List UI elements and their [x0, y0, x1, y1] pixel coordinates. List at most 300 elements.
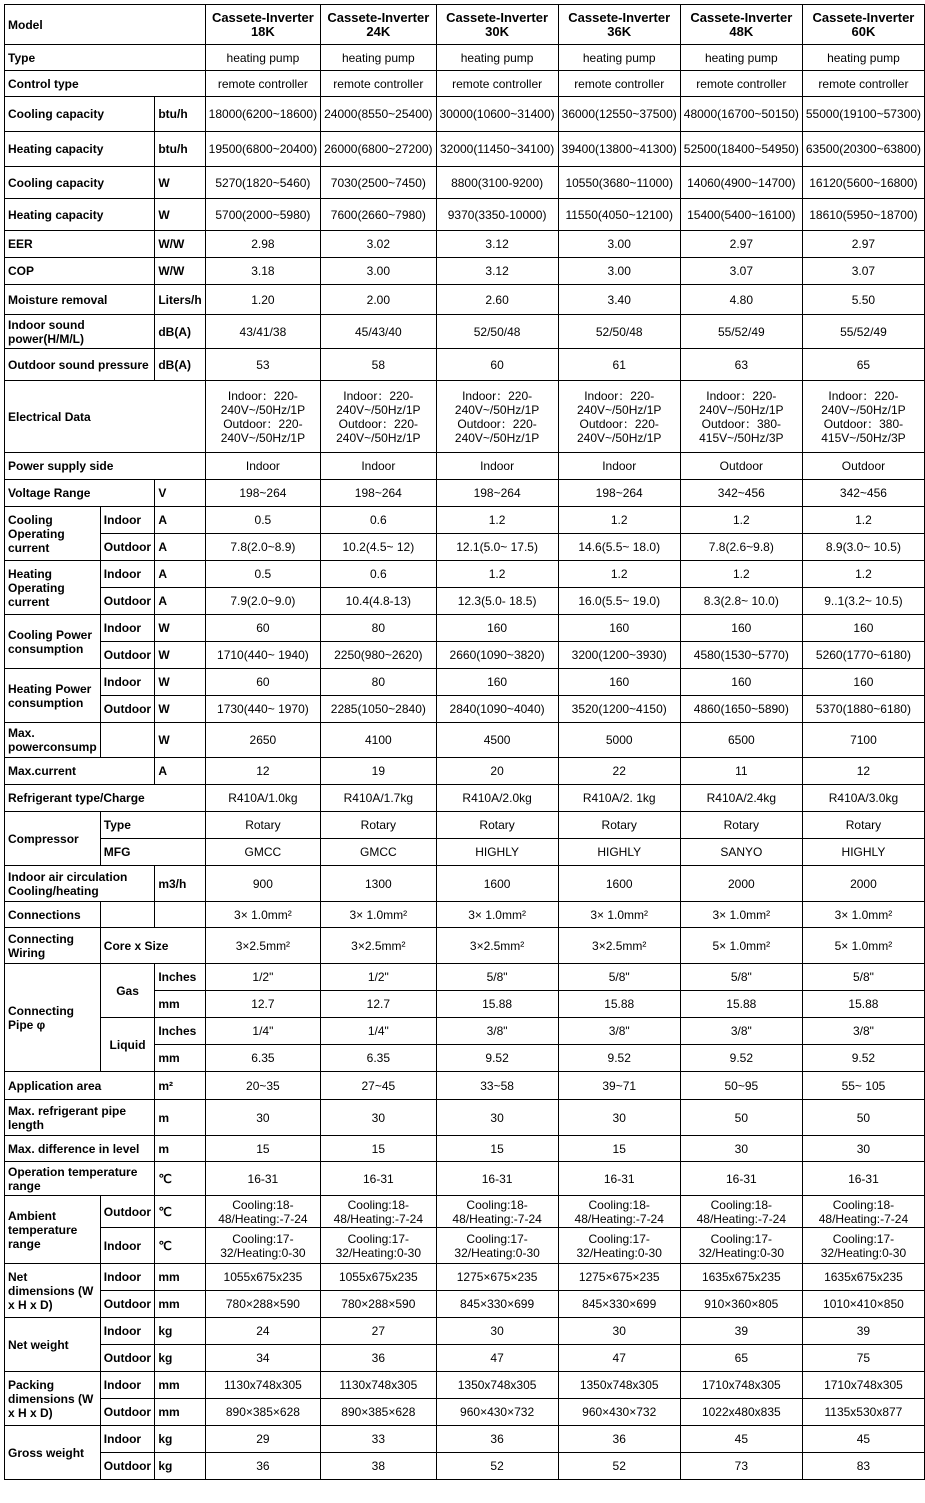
value-cell: 9.52: [558, 1045, 680, 1072]
value-cell: Cooling:18-48/Heating:-7-24: [205, 1196, 320, 1228]
value-cell: 1130x748x305: [205, 1372, 320, 1399]
value-cell: 1635x675x235: [680, 1264, 802, 1291]
value-cell: 12.7: [321, 991, 436, 1018]
row-label: Power supply side: [5, 453, 206, 480]
value-cell: 16-31: [436, 1162, 558, 1196]
value-cell: remote controller: [205, 71, 320, 97]
table-row: [5, 696, 925, 723]
table-row: [5, 902, 925, 928]
value-cell: 65: [680, 1345, 802, 1372]
value-cell: 14.6(5.5~ 18.0): [558, 534, 680, 561]
value-cell: 9.52: [436, 1045, 558, 1072]
value-cell: heating pump: [680, 45, 802, 71]
value-cell: 5000: [558, 723, 680, 758]
value-cell: 8800(3100-9200): [436, 167, 558, 199]
value-cell: 52500(18400~54950): [680, 132, 802, 167]
value-cell: 9.52: [802, 1045, 924, 1072]
row-label: Max.current: [5, 758, 155, 785]
value-cell: 61: [558, 349, 680, 381]
value-cell: Rotary: [680, 812, 802, 839]
value-cell: 9.52: [680, 1045, 802, 1072]
header-label: Model: [5, 5, 206, 45]
value-cell: 198~264: [321, 480, 436, 507]
value-cell: R410A/3.0kg: [802, 785, 924, 812]
value-cell: 6.35: [321, 1045, 436, 1072]
row-label: Connections: [5, 902, 101, 928]
value-cell: 1635x675x235: [802, 1264, 924, 1291]
value-cell: Indoor: [205, 453, 320, 480]
value-cell: 900: [205, 866, 320, 902]
unit-cell: m3/h: [155, 866, 205, 902]
value-cell: Indoor：220-240V~/50Hz/1P Outdoor：380-415V~/50Hz/3P: [802, 381, 924, 453]
value-cell: 29: [205, 1426, 320, 1453]
value-cell: 45: [802, 1426, 924, 1453]
value-cell: 160: [802, 669, 924, 696]
table-row: [5, 642, 925, 669]
table-row: [5, 453, 925, 480]
value-cell: 12.7: [205, 991, 320, 1018]
unit-cell: btu/h: [155, 97, 205, 132]
row-label: Heating Operating current: [5, 561, 101, 615]
unit-cell: W: [155, 615, 205, 642]
row-label: Connecting Wiring: [5, 928, 101, 964]
value-cell: 45/43/40: [321, 315, 436, 349]
value-cell: 960×430×732: [558, 1399, 680, 1426]
table-row: [5, 1162, 925, 1196]
unit-cell: A: [155, 561, 205, 588]
value-cell: 3.00: [321, 258, 436, 285]
row-label: Indoor: [100, 615, 155, 642]
value-cell: 1/4": [205, 1018, 320, 1045]
value-cell: 65: [802, 349, 924, 381]
unit-cell: ℃: [155, 1196, 205, 1228]
table-row: [5, 199, 925, 231]
value-cell: heating pump: [205, 45, 320, 71]
unit-cell: kg: [155, 1426, 205, 1453]
value-cell: Indoor：220-240V~/50Hz/1P Outdoor：220-240V~/50Hz/1P: [436, 381, 558, 453]
table-row: [5, 588, 925, 615]
row-label: Cooling capacity: [5, 97, 155, 132]
row-label: Type: [100, 812, 205, 839]
unit-cell: W/W: [155, 231, 205, 258]
table-row: [5, 812, 925, 839]
value-cell: 5/8": [558, 964, 680, 991]
value-cell: 890×385×628: [205, 1399, 320, 1426]
value-cell: 3/8": [802, 1018, 924, 1045]
row-label: Outdoor: [100, 1345, 155, 1372]
row-label: Operation temperature range: [5, 1162, 155, 1196]
value-cell: 12.3(5.0- 18.5): [436, 588, 558, 615]
value-cell: 14060(4900~14700): [680, 167, 802, 199]
value-cell: 7600(2660~7980): [321, 199, 436, 231]
value-cell: 1.2: [680, 561, 802, 588]
value-cell: 1/2": [205, 964, 320, 991]
value-cell: 16-31: [558, 1162, 680, 1196]
value-cell: 83: [802, 1453, 924, 1480]
value-cell: 50~95: [680, 1072, 802, 1100]
value-cell: Cooling:17-32/Heating:0-30: [680, 1228, 802, 1264]
value-cell: 36: [436, 1426, 558, 1453]
value-cell: 5/8": [680, 964, 802, 991]
value-cell: 3.00: [558, 258, 680, 285]
unit-cell: mm: [155, 1045, 205, 1072]
value-cell: 16-31: [680, 1162, 802, 1196]
unit-cell: dB(A): [155, 349, 205, 381]
table-row: [5, 866, 925, 902]
value-cell: Indoor：220-240V~/50Hz/1P Outdoor：380-415V~/50Hz/3P: [680, 381, 802, 453]
value-cell: 43/41/38: [205, 315, 320, 349]
value-cell: 7030(2500~7450): [321, 167, 436, 199]
unit-cell: m: [155, 1100, 205, 1136]
value-cell: 60: [436, 349, 558, 381]
table-row: [5, 928, 925, 964]
value-cell: 1.2: [436, 561, 558, 588]
value-cell: 0.6: [321, 561, 436, 588]
table-row: [5, 1196, 925, 1228]
value-cell: 5700(2000~5980): [205, 199, 320, 231]
value-cell: 16120(5600~16800): [802, 167, 924, 199]
value-cell: 52/50/48: [558, 315, 680, 349]
value-cell: 3/8": [436, 1018, 558, 1045]
row-label: Indoor sound power(H/M/L): [5, 315, 155, 349]
value-cell: 3× 1.0mm²: [436, 902, 558, 928]
value-cell: 3.02: [321, 231, 436, 258]
value-cell: 30: [558, 1100, 680, 1136]
value-cell: remote controller: [680, 71, 802, 97]
row-label: Type: [5, 45, 206, 71]
row-label: COP: [5, 258, 155, 285]
value-cell: 845×330×699: [558, 1291, 680, 1318]
value-cell: 20~35: [205, 1072, 320, 1100]
value-cell: 9370(3350-10000): [436, 199, 558, 231]
value-cell: 1130x748x305: [321, 1372, 436, 1399]
table-row: [5, 1345, 925, 1372]
value-cell: 6500: [680, 723, 802, 758]
value-cell: 48000(16700~50150): [680, 97, 802, 132]
value-cell: 1710x748x305: [680, 1372, 802, 1399]
row-label: Packing dimensions (W x H x D): [5, 1372, 101, 1426]
row-label: [100, 902, 155, 928]
value-cell: 0.5: [205, 507, 320, 534]
row-label: Cooling capacity: [5, 167, 155, 199]
value-cell: 2.60: [436, 285, 558, 315]
value-cell: 11: [680, 758, 802, 785]
value-cell: 18000(6200~18600): [205, 97, 320, 132]
value-cell: 3.12: [436, 231, 558, 258]
value-cell: 1.2: [558, 507, 680, 534]
value-cell: 160: [436, 669, 558, 696]
value-cell: 26000(6800~27200): [321, 132, 436, 167]
value-cell: 22: [558, 758, 680, 785]
model-header: Cassete-Inverter 30K: [436, 5, 558, 45]
value-cell: 60: [205, 615, 320, 642]
value-cell: 16-31: [802, 1162, 924, 1196]
value-cell: 15: [321, 1136, 436, 1162]
value-cell: 15.88: [436, 991, 558, 1018]
value-cell: 910×360×805: [680, 1291, 802, 1318]
row-label: Gross weight: [5, 1426, 101, 1480]
value-cell: Indoor: [436, 453, 558, 480]
value-cell: 6.35: [205, 1045, 320, 1072]
unit-cell: kg: [155, 1318, 205, 1345]
value-cell: 30: [436, 1100, 558, 1136]
unit-cell: [155, 902, 205, 928]
model-header: Cassete-Inverter 48K: [680, 5, 802, 45]
value-cell: Outdoor: [802, 453, 924, 480]
row-label: Compressor: [5, 812, 101, 866]
value-cell: 160: [436, 615, 558, 642]
value-cell: 5/8": [436, 964, 558, 991]
value-cell: 3× 1.0mm²: [205, 902, 320, 928]
value-cell: 34: [205, 1345, 320, 1372]
table-row: [5, 45, 925, 71]
value-cell: 12: [802, 758, 924, 785]
value-cell: R410A/2.0kg: [436, 785, 558, 812]
value-cell: Rotary: [321, 812, 436, 839]
row-label: Indoor: [100, 1318, 155, 1345]
value-cell: 24000(8550~25400): [321, 97, 436, 132]
row-label: Ambient temperature range: [5, 1196, 101, 1264]
value-cell: 2.00: [321, 285, 436, 315]
value-cell: 39~71: [558, 1072, 680, 1100]
value-cell: 30000(10600~31400): [436, 97, 558, 132]
value-cell: 1.2: [802, 561, 924, 588]
value-cell: heating pump: [436, 45, 558, 71]
value-cell: Indoor: [321, 453, 436, 480]
value-cell: 15: [558, 1136, 680, 1162]
value-cell: 3×2.5mm²: [205, 928, 320, 964]
row-label: Outdoor: [100, 534, 155, 561]
row-label: Indoor: [100, 507, 155, 534]
value-cell: remote controller: [558, 71, 680, 97]
unit-cell: m: [155, 1136, 205, 1162]
value-cell: 45: [680, 1426, 802, 1453]
value-cell: HIGHLY: [558, 839, 680, 866]
value-cell: 1055x675x235: [205, 1264, 320, 1291]
value-cell: Rotary: [802, 812, 924, 839]
value-cell: 10.2(4.5~ 12): [321, 534, 436, 561]
value-cell: 8.9(3.0~ 10.5): [802, 534, 924, 561]
unit-cell: W: [155, 669, 205, 696]
value-cell: 198~264: [436, 480, 558, 507]
value-cell: 342~456: [802, 480, 924, 507]
row-label: Cooling Operating current: [5, 507, 101, 561]
value-cell: 2250(980~2620): [321, 642, 436, 669]
value-cell: 50: [802, 1100, 924, 1136]
table-row: [5, 669, 925, 696]
value-cell: 52/50/48: [436, 315, 558, 349]
value-cell: 2000: [680, 866, 802, 902]
row-label: Net weight: [5, 1318, 101, 1372]
value-cell: 1/4": [321, 1018, 436, 1045]
unit-cell: W: [155, 723, 205, 758]
value-cell: 4860(1650~5890): [680, 696, 802, 723]
unit-cell: Liters/h: [155, 285, 205, 315]
table-row: [5, 132, 925, 167]
table-row: [5, 534, 925, 561]
row-label: Indoor: [100, 561, 155, 588]
unit-cell: mm: [155, 991, 205, 1018]
value-cell: R410A/1.0kg: [205, 785, 320, 812]
unit-cell: dB(A): [155, 315, 205, 349]
value-cell: 16-31: [205, 1162, 320, 1196]
value-cell: 1.2: [436, 507, 558, 534]
value-cell: 160: [680, 669, 802, 696]
table-row: [5, 1453, 925, 1480]
value-cell: 3.40: [558, 285, 680, 315]
value-cell: 8.3(2.8~ 10.0): [680, 588, 802, 615]
table-row: [5, 1426, 925, 1453]
value-cell: 33: [321, 1426, 436, 1453]
value-cell: 2840(1090~4040): [436, 696, 558, 723]
value-cell: 3× 1.0mm²: [680, 902, 802, 928]
model-header: Cassete-Inverter 18K: [205, 5, 320, 45]
value-cell: 7.8(2.6~9.8): [680, 534, 802, 561]
row-label: Max. refrigerant pipe length: [5, 1100, 155, 1136]
row-label: Indoor: [100, 1228, 155, 1264]
unit-cell: mm: [155, 1291, 205, 1318]
table-row: [5, 285, 925, 315]
value-cell: 16.0(5.5~ 19.0): [558, 588, 680, 615]
row-label: Outdoor: [100, 1453, 155, 1480]
table-row: [5, 349, 925, 381]
value-cell: GMCC: [321, 839, 436, 866]
unit-cell: A: [155, 758, 205, 785]
value-cell: 55000(19100~57300): [802, 97, 924, 132]
value-cell: 36: [205, 1453, 320, 1480]
value-cell: 2.98: [205, 231, 320, 258]
value-cell: 55/52/49: [802, 315, 924, 349]
table-row: [5, 1318, 925, 1345]
model-header: Cassete-Inverter 60K: [802, 5, 924, 45]
row-label: Max. powerconsump: [5, 723, 101, 758]
value-cell: 39400(13800~41300): [558, 132, 680, 167]
value-cell: 5270(1820~5460): [205, 167, 320, 199]
value-cell: 73: [680, 1453, 802, 1480]
unit-cell: Inches: [155, 964, 205, 991]
value-cell: 4.80: [680, 285, 802, 315]
value-cell: 1275×675×235: [558, 1264, 680, 1291]
value-cell: 5/8": [802, 964, 924, 991]
value-cell: Rotary: [205, 812, 320, 839]
unit-cell: W: [155, 199, 205, 231]
value-cell: Rotary: [436, 812, 558, 839]
value-cell: remote controller: [321, 71, 436, 97]
value-cell: Indoor：220-240V~/50Hz/1P Outdoor：220-240V~/50Hz/1P: [205, 381, 320, 453]
value-cell: Cooling:17-32/Heating:0-30: [321, 1228, 436, 1264]
table-row: [5, 758, 925, 785]
value-cell: 1730(440~ 1970): [205, 696, 320, 723]
value-cell: 5× 1.0mm²: [802, 928, 924, 964]
unit-cell: btu/h: [155, 132, 205, 167]
value-cell: 39: [802, 1318, 924, 1345]
value-cell: 160: [558, 615, 680, 642]
row-label: Max. difference in level: [5, 1136, 155, 1162]
unit-cell: mm: [155, 1399, 205, 1426]
table-row: [5, 785, 925, 812]
value-cell: 5× 1.0mm²: [680, 928, 802, 964]
row-label: Outdoor: [100, 696, 155, 723]
value-cell: 15400(5400~16100): [680, 199, 802, 231]
model-header: Cassete-Inverter 24K: [321, 5, 436, 45]
table-row: [5, 1136, 925, 1162]
value-cell: Rotary: [558, 812, 680, 839]
row-label: Heating Power consumption: [5, 669, 101, 723]
value-cell: 4580(1530~5770): [680, 642, 802, 669]
row-label: Outdoor: [100, 1399, 155, 1426]
row-label: Outdoor: [100, 588, 155, 615]
unit-cell: W: [155, 696, 205, 723]
value-cell: 960×430×732: [436, 1399, 558, 1426]
value-cell: 30: [205, 1100, 320, 1136]
value-cell: 20: [436, 758, 558, 785]
value-cell: 2660(1090~3820): [436, 642, 558, 669]
value-cell: Cooling:18-48/Heating:-7-24: [680, 1196, 802, 1228]
value-cell: 36000(12550~37500): [558, 97, 680, 132]
value-cell: 160: [802, 615, 924, 642]
value-cell: 52: [558, 1453, 680, 1480]
unit-cell: m²: [155, 1072, 205, 1100]
row-label: [100, 723, 155, 758]
value-cell: Cooling:17-32/Heating:0-30: [558, 1228, 680, 1264]
value-cell: 15: [205, 1136, 320, 1162]
value-cell: Cooling:17-32/Heating:0-30: [802, 1228, 924, 1264]
value-cell: 15.88: [558, 991, 680, 1018]
table-row: [5, 1291, 925, 1318]
table-row: [5, 167, 925, 199]
unit-cell: Inches: [155, 1018, 205, 1045]
value-cell: 30: [321, 1100, 436, 1136]
value-cell: Cooling:18-48/Heating:-7-24: [802, 1196, 924, 1228]
row-label: Heating capacity: [5, 199, 155, 231]
table-row: [5, 507, 925, 534]
row-label: Core x Size: [100, 928, 205, 964]
row-label: Liquid: [100, 1018, 155, 1072]
value-cell: Indoor：220-240V~/50Hz/1P Outdoor：220-240V~/50Hz/1P: [558, 381, 680, 453]
row-label: Gas: [100, 964, 155, 1018]
table-row: [5, 1018, 925, 1045]
table-row: [5, 1072, 925, 1100]
unit-cell: A: [155, 534, 205, 561]
row-label: Moisture removal: [5, 285, 155, 315]
value-cell: 4100: [321, 723, 436, 758]
value-cell: 3.12: [436, 258, 558, 285]
unit-cell: W: [155, 167, 205, 199]
value-cell: 2.97: [802, 231, 924, 258]
row-label: Indoor: [100, 1426, 155, 1453]
value-cell: 30: [558, 1318, 680, 1345]
value-cell: 2000: [802, 866, 924, 902]
value-cell: 1055x675x235: [321, 1264, 436, 1291]
value-cell: 19500(6800~20400): [205, 132, 320, 167]
row-label: Heating capacity: [5, 132, 155, 167]
value-cell: R410A/1.7kg: [321, 785, 436, 812]
value-cell: Cooling:18-48/Heating:-7-24: [558, 1196, 680, 1228]
row-label: MFG: [100, 839, 205, 866]
value-cell: HIGHLY: [436, 839, 558, 866]
value-cell: 1350x748x305: [436, 1372, 558, 1399]
value-cell: 12: [205, 758, 320, 785]
value-cell: 3×2.5mm²: [436, 928, 558, 964]
row-label: Indoor: [100, 669, 155, 696]
value-cell: 2.97: [680, 231, 802, 258]
value-cell: 1350x748x305: [558, 1372, 680, 1399]
value-cell: 7.8(2.0~8.9): [205, 534, 320, 561]
value-cell: Cooling:17-32/Heating:0-30: [205, 1228, 320, 1264]
value-cell: 2650: [205, 723, 320, 758]
value-cell: 24: [205, 1318, 320, 1345]
value-cell: 52: [436, 1453, 558, 1480]
